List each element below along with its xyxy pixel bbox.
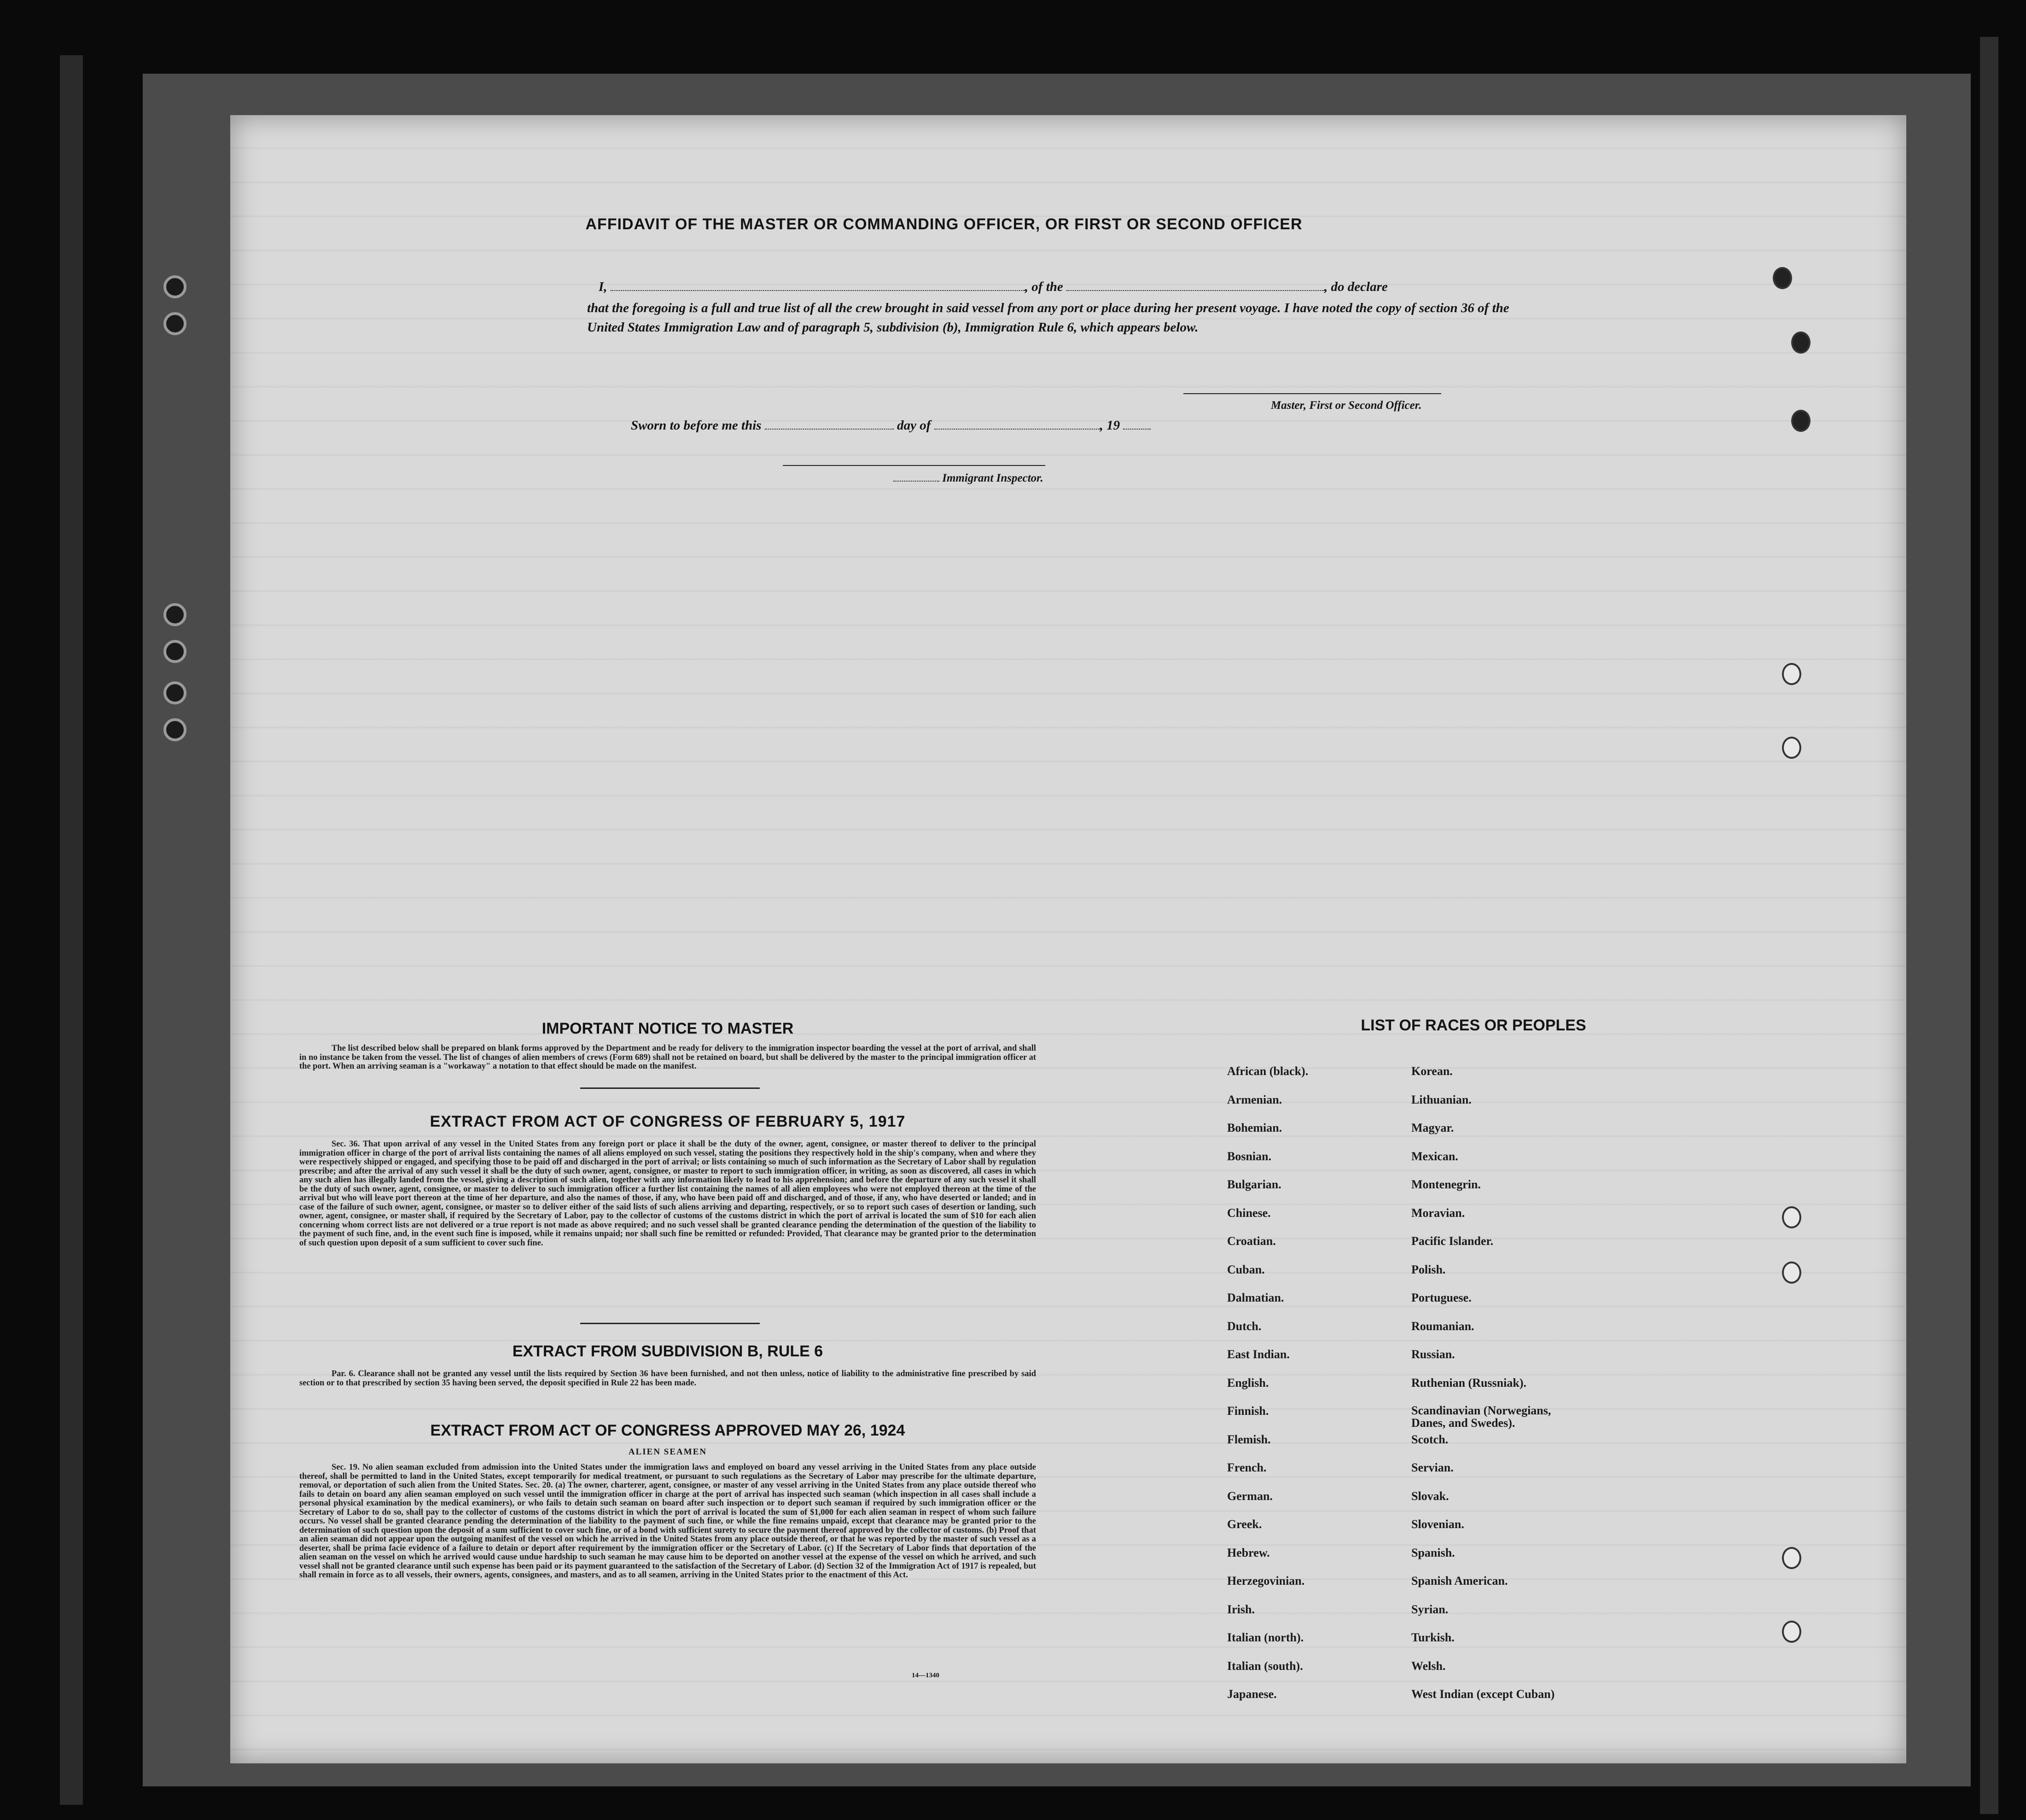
declare-label: , do declare <box>1324 279 1388 294</box>
sworn-month-blank[interactable] <box>934 429 1100 430</box>
race-item: Japanese. <box>1227 1687 1277 1701</box>
race-item: Cuban. <box>1227 1262 1265 1276</box>
race-item: Armenian. <box>1227 1093 1282 1106</box>
race-item: Lithuanian. <box>1411 1093 1472 1106</box>
race-item: Magyar. <box>1411 1121 1454 1134</box>
race-item: Italian (north). <box>1227 1631 1304 1644</box>
notice-title: IMPORTANT NOTICE TO MASTER <box>541 1020 794 1037</box>
inspector-signature-label: Immigrant Inspector. <box>942 472 1043 484</box>
rule6-text: Par. 6. Clearance shall not be granted any vessel until the lists required by Section 36 have been furnished, and not then unless, notice of liability to the administrative fine prescribed by said section or to that prescribed by section 35 having been served, the deposit specified in Rule 22 has been made. <box>299 1369 1036 1388</box>
form-number: 14—1340 <box>912 1672 939 1679</box>
race-item: Herzegovinian. <box>1227 1574 1305 1587</box>
race-item: Mexican. <box>1411 1149 1458 1163</box>
rule6-title: EXTRACT FROM SUBDIVISION B, RULE 6 <box>512 1343 823 1360</box>
race-item: Turkish. <box>1411 1631 1455 1644</box>
act-1924-subtitle: ALIEN SEAMEN <box>628 1447 707 1457</box>
inspector-name-blank[interactable] <box>893 481 939 482</box>
race-item: Bulgarian. <box>1227 1178 1281 1191</box>
sworn-day-label: day of <box>897 418 931 433</box>
race-item: Syrian. <box>1411 1602 1449 1616</box>
race-item: Flemish. <box>1227 1432 1271 1446</box>
sworn-day-blank[interactable] <box>765 429 894 430</box>
races-title: LIST OF RACES OR PEOPLES <box>1361 1017 1586 1034</box>
act-1924-title: EXTRACT FROM ACT OF CONGRESS APPROVED MAY 26, 1924 <box>430 1422 905 1439</box>
race-item: Pacific Islander. <box>1411 1234 1494 1248</box>
race-item: Servian. <box>1411 1461 1454 1474</box>
notice-text: The list described below shall be prepared on blank forms approved by the Department and be ready for delivery to the immigration inspector boarding the vessel at the port of arrival, and shall in no instance be taken from the vessel. The list of changes of alien members of crews (Form 689) shall not be retained on board, but shall be delivered by the master to the principal immigration officer at the port. When an arriving seaman is a "workaway" a notation to that effect should be made on the manifest. <box>299 1044 1036 1071</box>
race-item: Chinese. <box>1227 1206 1271 1220</box>
declarant-of-label: , of the <box>1025 279 1063 294</box>
race-item: Spanish. <box>1411 1546 1455 1559</box>
act-1924-text: Sec. 19. No alien seaman excluded from admission into the United States under the immigration laws and employed on board any vessel arriving in the United States from any place outside thereof, shall be permitted to land in the United States, except temporarily for medical treatment, or pursuant to such regulations as the Secretary of Labor may prescribe for the ultimate departure, removal, or deportation of such alien from the United States. Sec. 20. (a) The owner, charterer, agent, consignee, or master of any vessel arriving in the United States from any place outside thereof who fails to detain on board any alien seaman employed on such vessel until the immigration officer in charge at the port of arrival has inspected such seaman (which inspection in all cases shall include a personal physical examination by the medical examiners), or who fails to detain such seaman on board after such inspection or to deport such seaman if required by such immigration officer or the Secretary of Labor to do so, shall pay to the collector of customs of the customs district in which the port of arrival is located the sum of $1,000 for each alien seaman in respect of whom such failure occurs. No vessel shall be granted clearance pending the determination of the liability to the payment of such fine, or while the fine remains unpaid, except that clearance may be granted prior to the determination of such question upon the deposit of a sum sufficient to cover such fine, or of a bond with sufficient surety to secure the payment thereof approved by the collector of customs. (b) Proof that an alien seaman did not appear upon the outgoing manifest of the vessel on which he arrived in the United States from any place outside thereof, or that he was reported by the master of such vessel as a deserter, shall be prima facie evidence of a failure to detain or deport after requirement by the immigration officer or the Secretary of Labor. (c) If the Secretary of Labor finds that deportation of the alien seaman on the vessel on which he arrived would cause undue hardship to such seaman he may cause him to be deported on another vessel at the expense of the vessel on which he arrived, and such vessel shall not be granted clearance until such expense has been paid or its payment guaranteed to the satisfaction of the Secretary of Labor. (d) Section 32 of the Immigration Act of 1917 is repealed, but shall remain in force as to all vessels, their owners, agents, consignees, and masters, and as to all seamen, arriving in the United States prior to the enactment of this Act. <box>299 1463 1036 1580</box>
affidavit-title: AFFIDAVIT OF THE MASTER OR COMMANDING OFFICER, OR FIRST OR SECOND OFFICER <box>585 215 1303 233</box>
sworn-year-blank[interactable] <box>1123 429 1151 430</box>
declarant-name-blank[interactable] <box>611 290 1025 291</box>
affidavit-declaration-line <box>599 277 1520 297</box>
race-item: Hebrew. <box>1227 1546 1270 1559</box>
race-item: Portuguese. <box>1411 1291 1472 1304</box>
race-item: West Indian (except Cuban) <box>1411 1687 1555 1701</box>
divider-2 <box>580 1323 760 1324</box>
affidavit-body: that the foregoing is a full and true list of all the crew brought in said vessel from any port or place during her present voyage. I have noted the copy of section 36 of the United States Immigration Law and of paragraph 5, subdivision (b), Immigration Rule 6, which appears below. <box>587 301 1509 335</box>
act-1917-text: Sec. 36. That upon arrival of any vessel in the United States from any foreign port or place it shall be the duty of the owner, agent, consignee, or master thereof to deliver to the principal immigration officer in charge of the port of arrival lists containing the names of all aliens employed on such vessel, stating the positions they respectively hold in the ship's company, when and where they were respectively shipped or engaged, and specifying those to be paid off and discharged in the port of arrival; or lists containing so much of such information as the Secretary of Labor shall by regulation prescribe; and after the arrival of any such vessel it shall be the duty of such owner, agent, consignee, or master to report to such immigration officer, in writing, as soon as discovered, all cases in which any such alien has illegally landed from the vessel, giving a description of such alien, together with any information likely to lead to his apprehension; and before the departure of any such vessel it shall be the duty of such owner, agent, consignee, or master to deliver to such immigration officer a further list containing the names of all alien employees who were not employed thereon at the time of the arrival but who will leave port thereon at the time of her departure, and also the names of those, if any, who have been paid off and discharged, and of those, if any, who have deserted or landed; and in case of the failure of such owner, agent, consignee, or master so to deliver either of the said lists of such aliens arriving and departing, respectively, or so to report such cases of desertion or landing, such owner, agent, consignee, or master shall, if required by the Secretary of Labor, pay to the collector of customs of the customs district in which the port of arrival is located the sum of $10 for each alien concerning whom correct lists are not delivered or a true report is not made as above required; and no such vessel shall be granted clearance pending the determination of the question of the liability to the payment of such fine, and, in the event such fine is imposed, while it remains unpaid; nor shall such fine be remitted or refunded: Provided, That clearance may be granted prior to the determination of such question upon deposit of a sum sufficient to cover such fine. <box>299 1140 1036 1248</box>
race-item: Moravian. <box>1411 1206 1465 1220</box>
race-item: Dalmatian. <box>1227 1291 1284 1304</box>
race-item: Irish. <box>1227 1602 1255 1616</box>
race-item: Bohemian. <box>1227 1121 1282 1134</box>
race-item: Korean. <box>1411 1064 1453 1078</box>
race-item: Croatian. <box>1227 1234 1276 1248</box>
divider-1 <box>580 1087 760 1089</box>
race-item: Ruthenian (Russniak). <box>1411 1376 1526 1390</box>
sworn-label: Sworn to before me this <box>631 418 762 433</box>
act-1917-title: EXTRACT FROM ACT OF CONGRESS OF FEBRUARY 5, 1917 <box>430 1113 906 1130</box>
race-item: English. <box>1227 1376 1269 1390</box>
declarant-prefix: I, <box>599 279 607 294</box>
race-item: French. <box>1227 1461 1267 1474</box>
race-item: Dutch. <box>1227 1319 1262 1333</box>
sworn-line <box>631 416 1368 435</box>
race-item: Slovenian. <box>1411 1518 1464 1531</box>
manifest-page <box>230 115 1906 1763</box>
race-item: Scotch. <box>1411 1432 1449 1446</box>
race-item: Spanish American. <box>1411 1574 1508 1587</box>
race-item: Greek. <box>1227 1518 1262 1531</box>
inspector-signature-line[interactable] <box>783 465 1045 466</box>
film-edge-right <box>1980 37 1998 1814</box>
race-item: German. <box>1227 1489 1273 1503</box>
race-item: East Indian. <box>1227 1348 1290 1361</box>
vessel-name-blank[interactable] <box>1066 290 1324 291</box>
race-item: Polish. <box>1411 1262 1446 1276</box>
inspector-signature-row <box>893 469 1043 488</box>
race-item: Italian (south). <box>1227 1659 1303 1673</box>
sworn-year-label: , 19 <box>1100 418 1120 433</box>
race-item: Slovak. <box>1411 1489 1449 1503</box>
master-signature-line[interactable] <box>1183 393 1441 394</box>
race-item: Welsh. <box>1411 1659 1446 1673</box>
race-item: Scandinavian (Norwegians, Danes, and Swedes). <box>1411 1404 1551 1430</box>
film-edge-left <box>60 55 83 1805</box>
race-item: Bosnian. <box>1227 1149 1272 1163</box>
race-item: Roumanian. <box>1411 1319 1474 1333</box>
race-item: Finnish. <box>1227 1404 1269 1418</box>
master-signature-label: Master, First or Second Officer. <box>1271 399 1422 412</box>
race-item: Russian. <box>1411 1348 1455 1361</box>
race-item: African (black). <box>1227 1064 1309 1078</box>
race-item: Montenegrin. <box>1411 1178 1481 1191</box>
